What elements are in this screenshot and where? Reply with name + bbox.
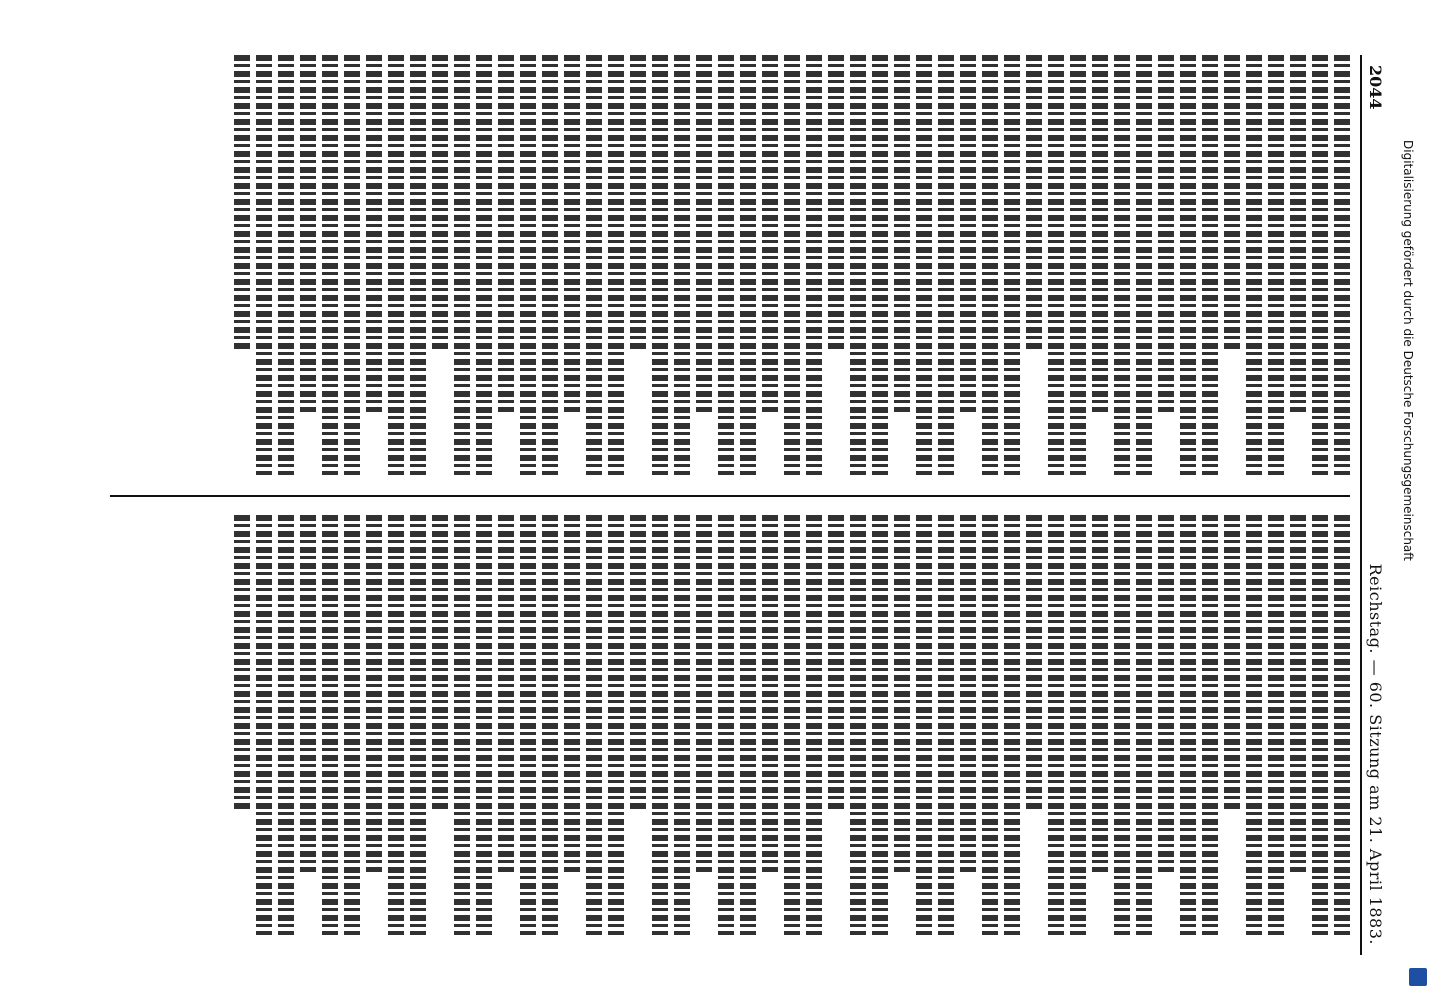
text-line: [916, 515, 932, 935]
text-line: [1114, 55, 1130, 475]
text-line: [432, 515, 448, 809]
text-line: [696, 55, 712, 412]
scanned-page: [110, 55, 1390, 955]
text-line: [1290, 55, 1306, 412]
text-line: [234, 55, 250, 349]
text-line: [982, 515, 998, 935]
text-line: [1224, 55, 1240, 349]
text-line: [784, 515, 800, 935]
text-line: [718, 515, 734, 935]
text-line: [784, 55, 800, 475]
text-line: [1136, 515, 1152, 935]
text-line: [410, 515, 426, 935]
text-line: [366, 515, 382, 872]
text-line: [982, 55, 998, 475]
text-line: [1290, 515, 1306, 872]
text-line: [1070, 55, 1086, 475]
text-line: [806, 55, 822, 475]
text-line: [476, 55, 492, 475]
text-line: [476, 515, 492, 935]
text-line: [916, 55, 932, 475]
text-line: [1180, 55, 1196, 475]
text-line: [564, 515, 580, 872]
text-line: [872, 515, 888, 935]
text-line: [520, 515, 536, 935]
text-line: [1180, 515, 1196, 935]
text-line: [1268, 515, 1284, 935]
text-line: [696, 515, 712, 872]
text-line: [608, 55, 624, 475]
text-line: [718, 55, 734, 475]
text-line: [454, 515, 470, 935]
text-line: [278, 515, 294, 935]
text-line: [1048, 55, 1064, 475]
text-line: [586, 515, 602, 935]
text-line: [1026, 515, 1042, 809]
text-line: [542, 55, 558, 475]
text-line: [1246, 55, 1262, 475]
text-line: [828, 55, 844, 349]
text-line: [1114, 515, 1130, 935]
text-line: [762, 515, 778, 872]
text-columns: [110, 55, 1350, 955]
text-line: [542, 515, 558, 935]
text-line: [1312, 515, 1328, 935]
right-column: [110, 515, 1350, 935]
text-line: [454, 55, 470, 475]
text-line: [652, 55, 668, 475]
text-line: [498, 515, 514, 872]
text-line: [960, 55, 976, 412]
text-line: [1158, 55, 1174, 412]
text-line: [806, 515, 822, 935]
text-line: [498, 55, 514, 412]
text-line: [630, 55, 646, 349]
text-line: [520, 55, 536, 475]
text-line: [1004, 515, 1020, 935]
text-line: [652, 515, 668, 935]
text-line: [344, 55, 360, 475]
text-line: [1092, 515, 1108, 872]
left-column: [110, 55, 1350, 475]
text-line: [960, 515, 976, 872]
text-line: [740, 515, 756, 935]
text-line: [1158, 515, 1174, 872]
column-divider: [110, 495, 1350, 497]
text-line: [256, 55, 272, 475]
text-line: [1334, 515, 1350, 935]
text-line: [234, 515, 250, 809]
text-line: [1092, 55, 1108, 412]
text-line: [344, 515, 360, 935]
text-line: [1224, 515, 1240, 809]
text-line: [388, 515, 404, 935]
text-line: [1004, 55, 1020, 475]
text-line: [674, 55, 690, 475]
text-line: [1202, 55, 1218, 475]
text-line: [1334, 55, 1350, 475]
text-line: [564, 55, 580, 412]
text-line: [1136, 55, 1152, 475]
text-line: [894, 515, 910, 872]
text-line: [300, 55, 316, 412]
text-line: [1202, 515, 1218, 935]
text-line: [740, 55, 756, 475]
text-line: [938, 55, 954, 475]
text-line: [1070, 515, 1086, 935]
text-line: [1246, 515, 1262, 935]
text-line: [938, 515, 954, 935]
text-line: [630, 515, 646, 809]
text-line: [1026, 55, 1042, 349]
text-line: [850, 55, 866, 475]
text-line: [256, 515, 272, 935]
page-number: 2044: [1366, 65, 1386, 110]
text-line: [762, 55, 778, 412]
text-line: [388, 55, 404, 475]
text-line: [674, 515, 690, 935]
text-line: [894, 55, 910, 412]
text-line: [432, 55, 448, 349]
text-line: [410, 55, 426, 475]
text-line: [278, 55, 294, 475]
text-line: [322, 55, 338, 475]
text-line: [366, 55, 382, 412]
text-line: [872, 55, 888, 475]
dfg-logo-icon: [1409, 968, 1427, 986]
text-line: [828, 515, 844, 809]
text-line: [1312, 55, 1328, 475]
text-line: [586, 55, 602, 475]
text-line: [1268, 55, 1284, 475]
page-header: [1360, 55, 1390, 955]
running-title: Reichstag. — 60. Sitzung am 21. April 1883.: [1366, 563, 1386, 945]
digitization-credit: Digitalisierung gefördert durch die Deutsche Forschungsgemeinschaft: [1401, 140, 1415, 562]
text-line: [1048, 515, 1064, 935]
text-line: [608, 515, 624, 935]
text-line: [850, 515, 866, 935]
text-line: [300, 515, 316, 872]
text-line: [322, 515, 338, 935]
